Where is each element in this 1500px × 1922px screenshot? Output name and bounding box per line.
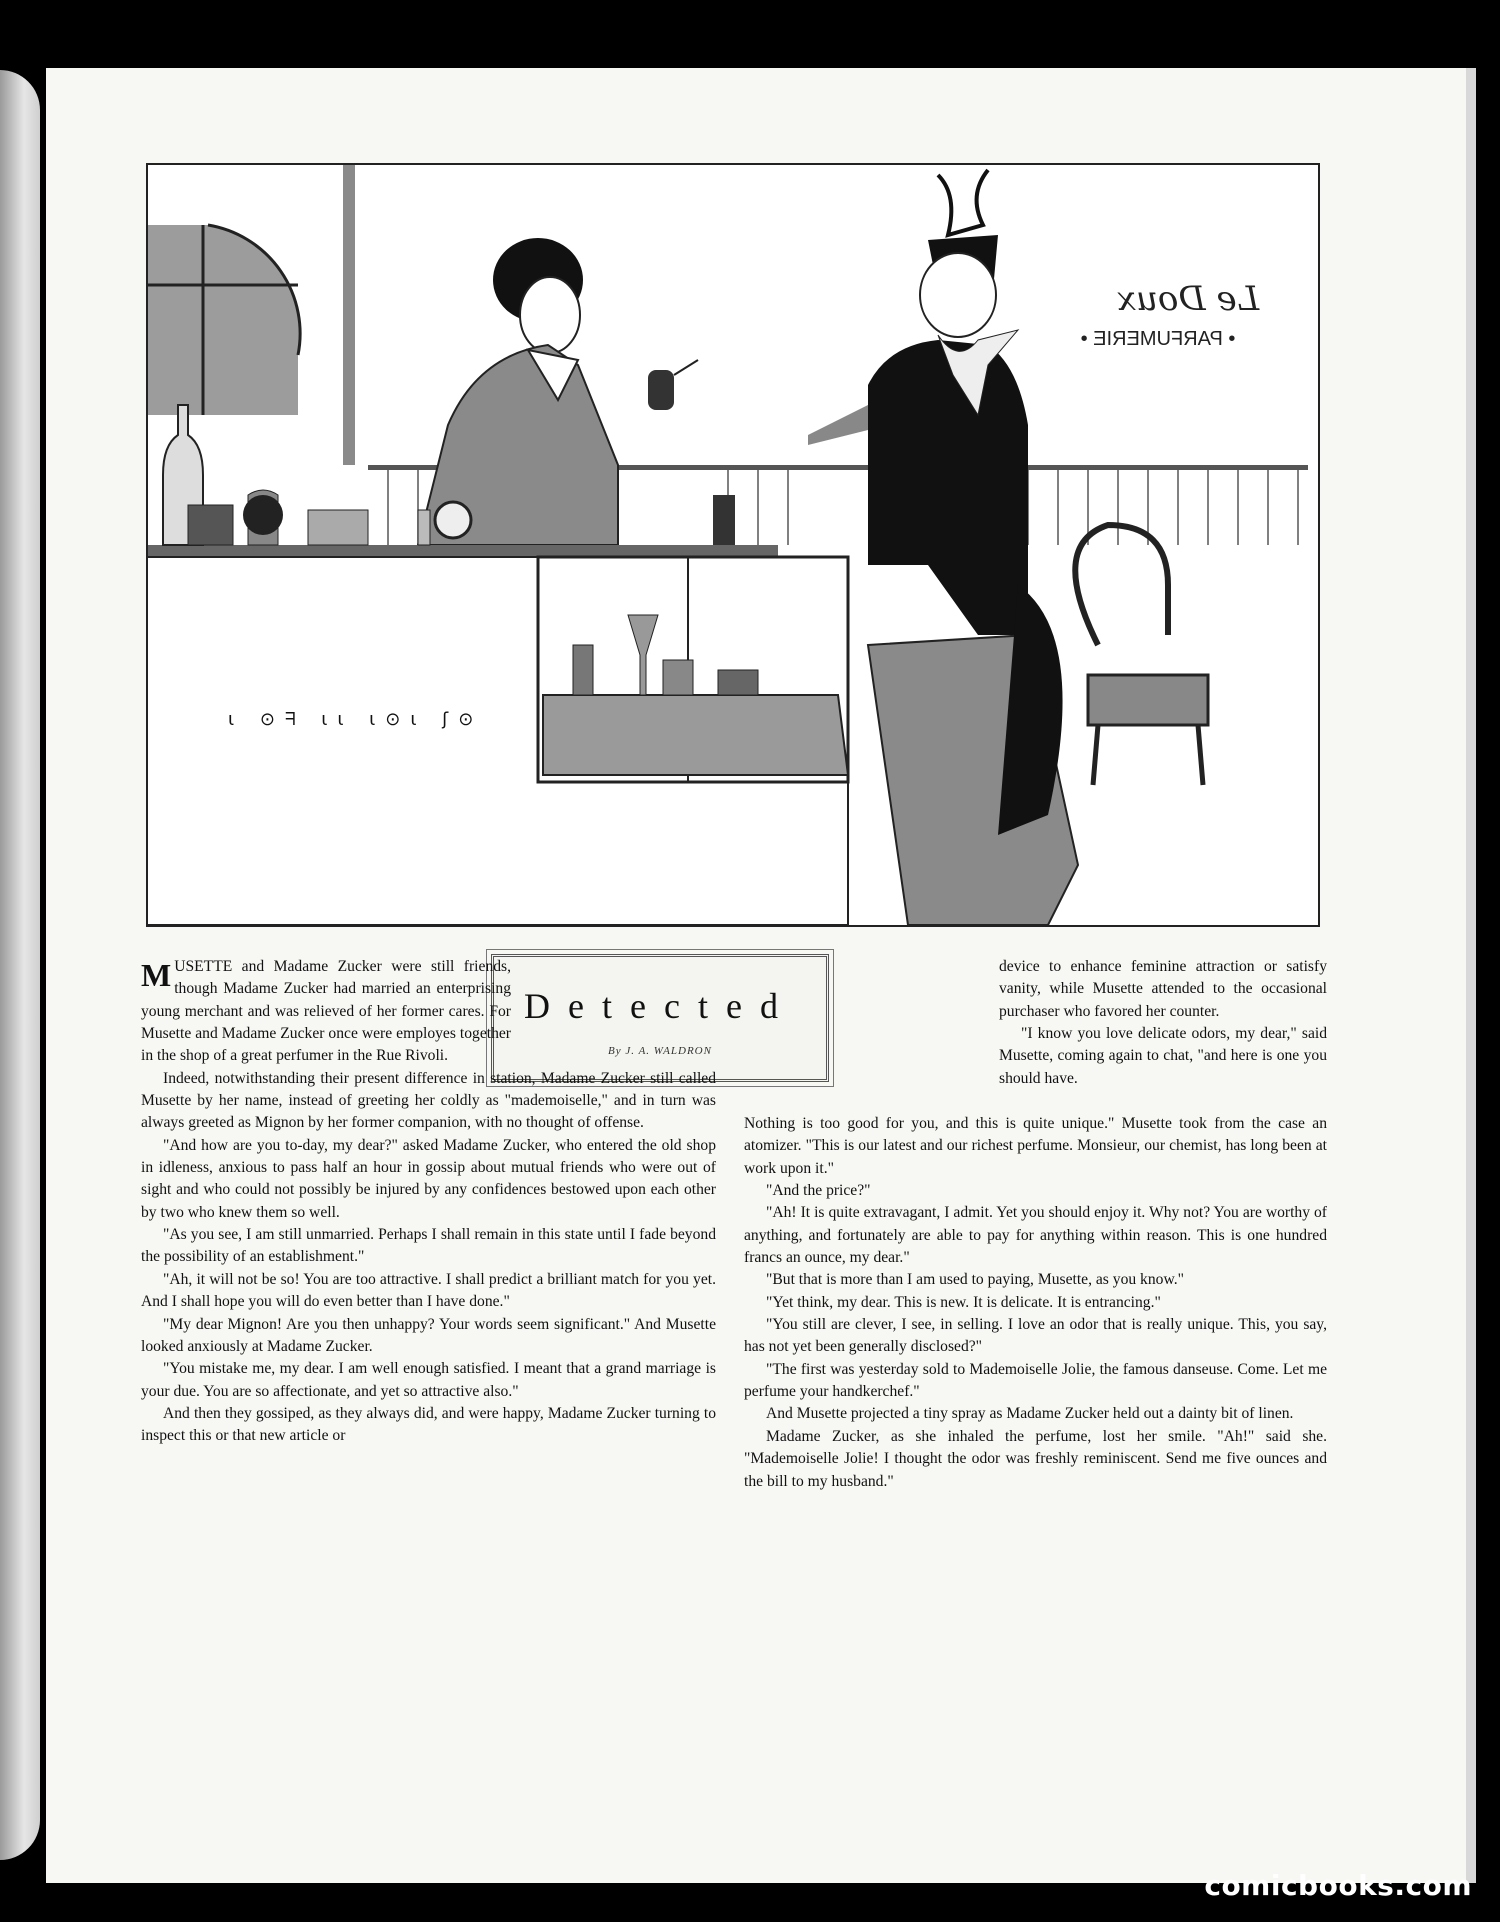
body-paragraph: Madame Zucker, as she inhaled the perfume, lost her smile. "Ah!" said she. "Mademoiselle Jolie! I thought the odor was freshly reminiscent. Send me five ounces and the bill to my husband." xyxy=(744,1427,1327,1490)
body-paragraph: "And the price?" xyxy=(766,1182,871,1200)
body-paragraph: And then they gossiped, as they always did, and were happy, Madame Zucker turning to inspect this or that new article or xyxy=(141,1404,716,1445)
body-paragraph: "Ah, it will not be so! You are too attractive. I shall predict a brilliant match for you yet. And I shall hope you will do even better than I have done." xyxy=(141,1270,716,1311)
shopkeeper-figure xyxy=(418,238,698,545)
intro-paragraph xyxy=(141,956,511,1068)
body-paragraph: "I know you love delicate odors, my dear," said Musette, coming again to chat, "and here is one you should have. xyxy=(999,1025,1327,1087)
body-paragraph: "The first was yesterday sold to Mademoiselle Jolie, the famous danseuse. Come. Let me perfume your handkerchef." xyxy=(744,1360,1327,1401)
body-paragraph: "You still are clever, I see, in selling. I love an odor that is really unique. This, you say, has not yet been generally disclosed?" xyxy=(744,1316,1327,1356)
body-paragraph: "But that is more than I am used to paying, Musette, as you know." xyxy=(766,1271,1184,1289)
body-paragraph: Indeed, notwithstanding their present difference in station, Madame Zucker still called Musette by her name, instead of greeting her coldly as "mademoiselle," and in turn was always greeted as Mignon by her former companion, with no thought of offense. xyxy=(141,1069,716,1132)
window-frame xyxy=(343,165,355,465)
body-paragraph: "Ah! It is quite extravagant, I admit. Yet you should enjoy it. Why not? You are worthy of anything, and fortunately are able to pay for anything within reason. This is one hundred francs an ounce, my dear." xyxy=(744,1204,1327,1267)
body-paragraph: device to enhance feminine attraction or satisfy vanity, while Musette attended to the occasional purchaser who favored her counter. xyxy=(999,958,1327,1020)
round-window xyxy=(148,225,300,415)
sign-name: Le Doux xyxy=(1116,279,1260,319)
right-column xyxy=(744,956,1327,1493)
body-paragraph: "You mistake me, my dear. I am well enough satisfied. I meant that a grand marriage is your due. You are so affectionate, and yet so attractive also." xyxy=(141,1360,716,1400)
magazine-page xyxy=(46,68,1476,1883)
adjacent-page-edge xyxy=(0,70,40,1860)
drop-cap: M xyxy=(141,957,172,993)
body-paragraph: "And how are you to-day, my dear?" asked Madame Zucker, who entered the old shop in idleness, anxious to pass half an hour in gossip about mutual friends who were out of sight and who could not possibly be injured by any confidences bestowed upon each other by two who knew them so well. xyxy=(141,1136,716,1221)
left-column xyxy=(141,956,716,1448)
article-title: Detected xyxy=(524,986,796,1026)
artist-signature: ɩ ⊙ᖷ ɩɩ ɩ⊙ɩ ʃ⊙ xyxy=(228,709,484,730)
sign-text: • PARFUMERIE • xyxy=(1080,328,1236,350)
site-watermark: comicbooks.com xyxy=(1204,1869,1472,1902)
perfume-shop-illustration xyxy=(146,163,1320,927)
body-paragraph: "As you see, I am still unmarried. Perhaps I shall remain in this state until I fade beyond the possibility of an establishment." xyxy=(141,1226,716,1266)
body-paragraph: And Musette projected a tiny spray as Madame Zucker held out a dainty bit of linen. xyxy=(766,1405,1294,1423)
body-paragraph: Nothing is too good for you, and this is quite unique." Musette took from the case an atomizer. "This is our latest and our richest perfume. Monsieur, our chemist, has long been at work upon it." xyxy=(744,1115,1327,1177)
body-paragraph: "Yet think, my dear. This is new. It is delicate. It is entrancing." xyxy=(766,1293,1161,1311)
chair xyxy=(1075,525,1208,785)
body-paragraph: "My dear Mignon! Are you then unhappy? Your words seem significant." And Musette looked anxiously at Madame Zucker. xyxy=(141,1315,716,1355)
shop-counter xyxy=(148,545,848,925)
article-byline: By J. A. WALDRON xyxy=(608,1045,712,1057)
intro-text: USETTE and Madame Zucker were still friends, though Madame Zucker had married an enterprising young merchant and was relieved of her former cares. For Musette and Madame Zucker once were employes together in the shop of a great perfumer in the Rue Rivoli. xyxy=(141,958,511,1065)
